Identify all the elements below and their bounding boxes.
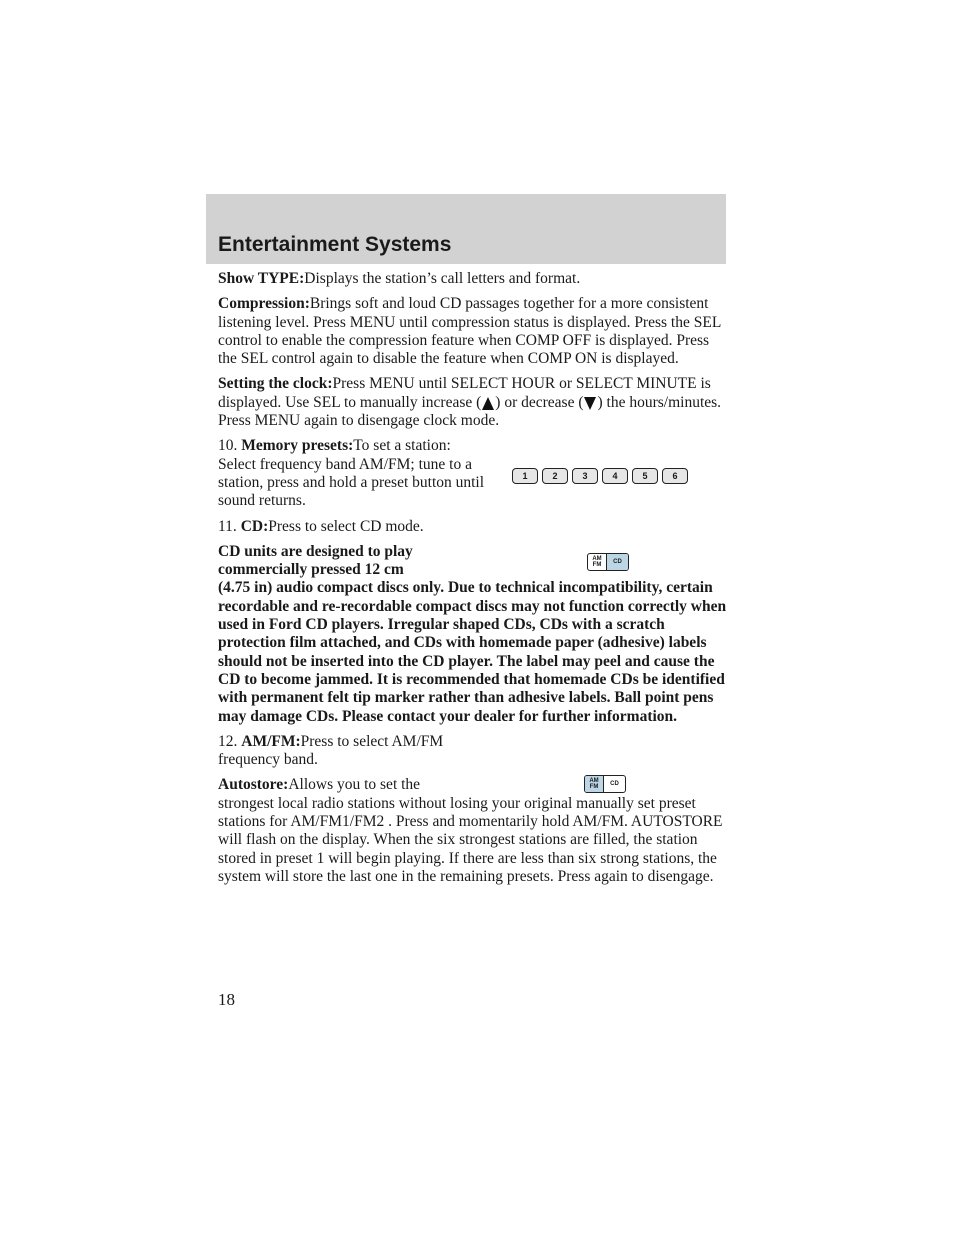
autostore-text-1: Allows you to set the xyxy=(288,776,421,794)
memory-presets-text: To set a station: Select frequency band AM/FM; tune to a station, press and hold a preset button until sound returns. xyxy=(218,437,485,510)
cd-text: Press to select CD mode. xyxy=(268,517,424,535)
amfm-segment-highlighted xyxy=(585,776,604,792)
fm-text: FM xyxy=(592,562,602,568)
memory-presets-number: 10. xyxy=(218,437,238,455)
cd-warning xyxy=(218,543,728,726)
memory-presets-label: Memory presets: xyxy=(241,437,354,455)
compression-label: Compression: xyxy=(218,295,310,313)
amfm-paragraph xyxy=(218,733,488,770)
cd-segment: CD xyxy=(610,781,619,787)
cd-warning-line-1: CD units are designed to play commercially pressed 12 cm xyxy=(218,542,413,579)
clock-text-1: Press MENU until SELECT HOUR or SELECT MINUTE is displayed. Use SEL to manually increase ( xyxy=(218,375,711,411)
preset-button-1: 1 xyxy=(512,468,538,484)
section-title: Entertainment Systems xyxy=(218,233,452,256)
cd-segment-highlighted: CD xyxy=(607,554,628,570)
clock-paragraph xyxy=(218,375,728,430)
autostore-label: Autostore: xyxy=(218,776,289,794)
page-content xyxy=(218,270,728,893)
up-arrow-icon xyxy=(482,397,494,410)
preset-button-2: 2 xyxy=(542,468,568,484)
show-type-label: Show TYPE: xyxy=(218,270,305,287)
show-type-text: Displays the station’s call letters and format. xyxy=(304,270,581,287)
cd-paragraph xyxy=(218,518,728,536)
compression-paragraph xyxy=(218,295,728,368)
amfm-button-illustration xyxy=(584,775,626,793)
cd-label: CD: xyxy=(240,517,269,535)
show-type-paragraph xyxy=(218,270,728,288)
preset-button-4: 4 xyxy=(602,468,628,484)
amfm-label: AM/FM: xyxy=(241,732,301,750)
clock-text-2: ) or decrease ( xyxy=(495,393,584,411)
preset-button-5: 5 xyxy=(632,468,658,484)
autostore-text-2: strongest local radio stations without losing your original manually set preset stations for AM/FM1/FM2 . Press and momentarily hold AM/FM. AUTOSTORE will flash on the display. When the six strongest stations are filled, the station stored in preset 1 will begin playing. If there are less than six strong stations, the system will store the last one in the remaining presets. Press again to disengage. xyxy=(218,794,723,885)
cd-number: 11. xyxy=(218,517,237,535)
preset-buttons-illustration xyxy=(512,468,688,484)
compression-text: Brings soft and loud CD passages together for a more consistent listening level. Press MENU until compression status is displayed. Press the SEL control to enable the compression feature when COMP OFF is displayed. Press the SEL control again to disable the feature when COMP ON is displayed. xyxy=(218,295,721,368)
cd-button-illustration xyxy=(587,553,629,571)
am-text: AM xyxy=(592,556,602,562)
amfm-number: 12. xyxy=(218,732,238,750)
preset-button-6: 6 xyxy=(662,468,688,484)
down-arrow-icon xyxy=(584,397,596,410)
preset-button-3: 3 xyxy=(572,468,598,484)
section-header xyxy=(206,194,726,264)
autostore-paragraph xyxy=(218,776,728,886)
am-text: AM xyxy=(589,778,599,784)
fm-text: FM xyxy=(589,784,599,790)
clock-text-3: ) the hours/minutes. Press MENU again to disengage clock mode. xyxy=(218,393,722,430)
cd-warning-rest: (4.75 in) audio compact discs only. Due to technical incompatibility, certain recordable and re-recordable compact discs may not function correctly when used in Ford CD players. Irregular shaped CDs, CDs with a scratch protection film attached, and CDs with homemade paper (adhesive) labels should not be inserted into the CD player. The label may peel and cause the CD to become jammed. It is recommended that homemade CDs be identified with permanent felt tip marker rather than adhesive labels. Ball point pens may damage CDs. Please contact your dealer for further information. xyxy=(218,579,727,725)
page-number: 18 xyxy=(218,990,235,1009)
amfm-text: Press to select AM/FM frequency band. xyxy=(218,732,444,769)
clock-label: Setting the clock: xyxy=(218,375,333,393)
amfm-segment xyxy=(588,554,607,570)
memory-presets-paragraph xyxy=(218,437,488,510)
